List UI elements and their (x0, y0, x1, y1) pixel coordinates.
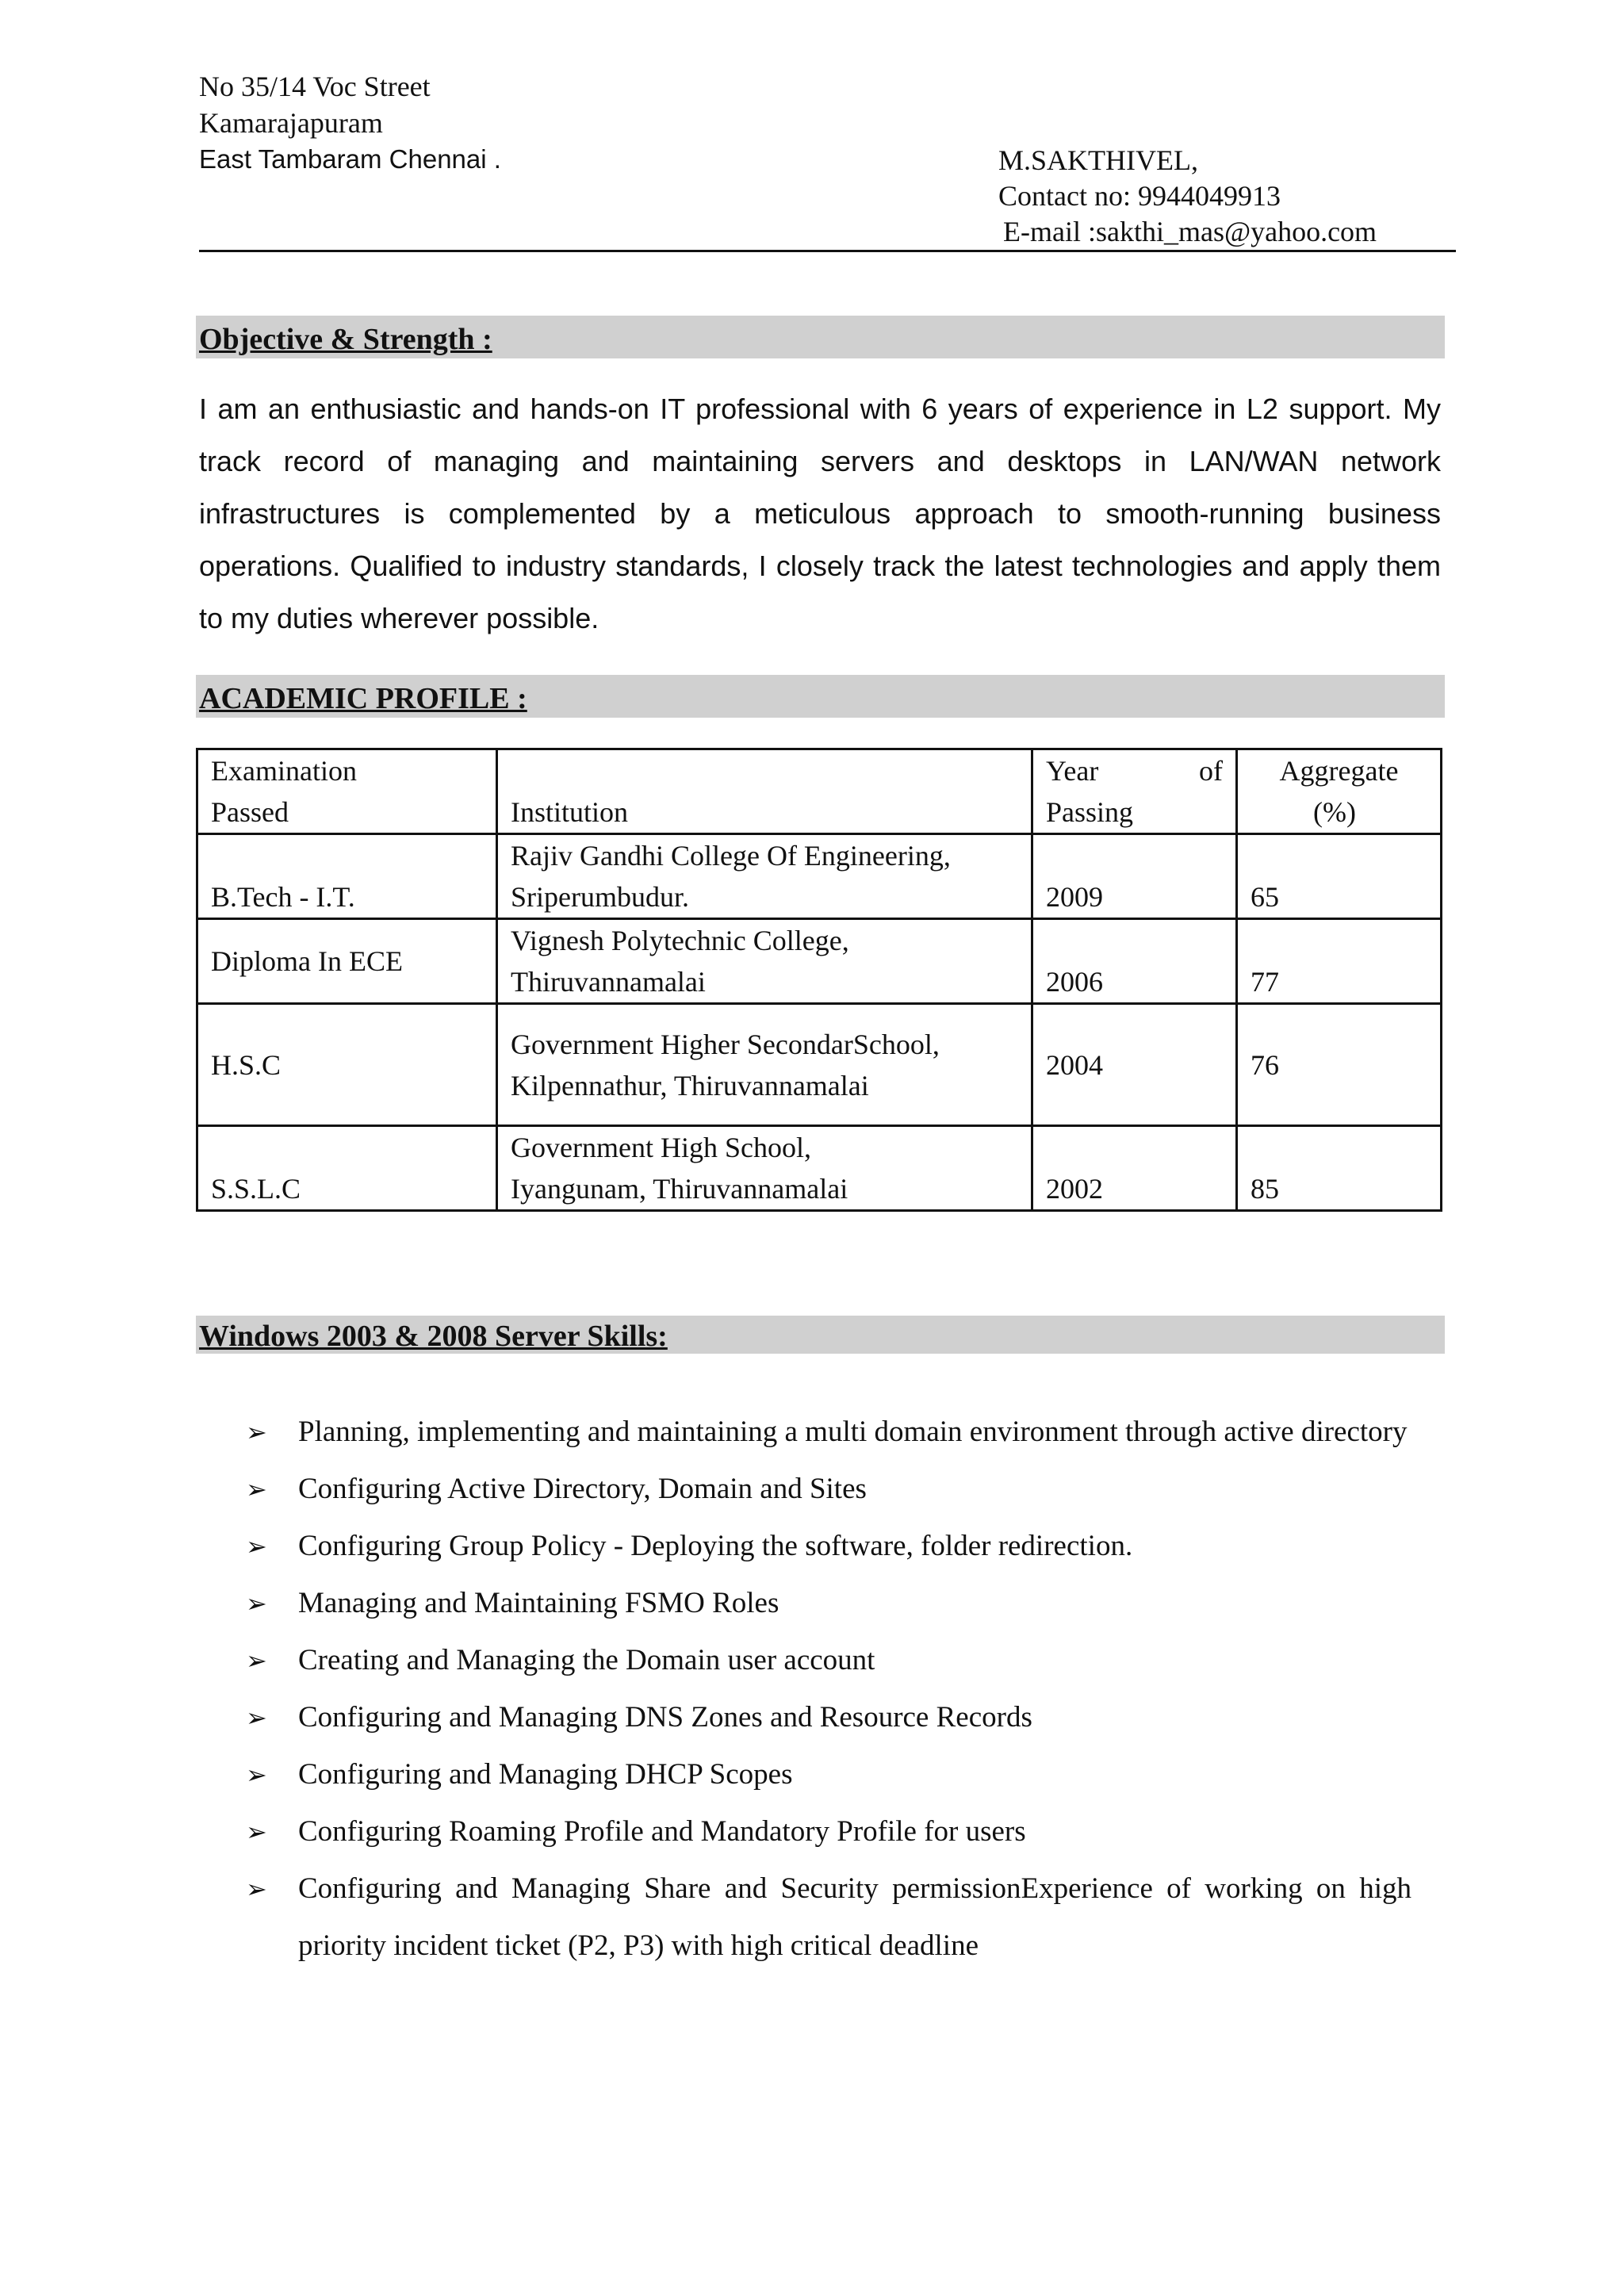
objective-heading: Objective & Strength : (199, 323, 492, 356)
institution-cell (497, 1126, 1032, 1211)
year-cell: 2009 (1032, 834, 1237, 919)
table-row (197, 1126, 1442, 1211)
academic-heading: ACADEMIC PROFILE : (199, 682, 527, 715)
column-header-exam (197, 749, 497, 834)
exam-cell: S.S.L.C (197, 1126, 497, 1211)
list-item (246, 1518, 1411, 1575)
address-line-3: East Tambaram Chennai . (199, 144, 501, 174)
institution-line-1: Government High School, (511, 1132, 811, 1163)
table-row (197, 919, 1442, 1004)
header-year-line-2: Passing (1046, 796, 1134, 828)
academic-table (196, 748, 1442, 1212)
table-row (197, 1004, 1442, 1126)
list-item (246, 1404, 1411, 1461)
year-cell: 2004 (1032, 1004, 1237, 1126)
header-of-word: of (1199, 755, 1223, 787)
arrow-bullet-icon: ➢ (246, 1817, 267, 1847)
skills-heading: Windows 2003 & 2008 Server Skills: (199, 1320, 668, 1353)
skill-text: Configuring and Managing DNS Zones and Resource Records (298, 1701, 1032, 1734)
skill-text: Creating and Managing the Domain user account (298, 1644, 875, 1676)
contact-block (998, 143, 1377, 250)
institution-line-2: Iyangunam, Thiruvannamalai (511, 1173, 848, 1205)
arrow-bullet-icon: ➢ (246, 1703, 267, 1733)
year-cell: 2006 (1032, 919, 1237, 1004)
objective-paragraph: I am an enthusiastic and hands-on IT professional with 6 years of experience in L2 support. My track record of managing and maintaining servers and desktops in LAN/WAN network infrastructures is complemented by a meticulous approach to smooth-running business operations. Qualified to industry standards, I closely track the latest technologies and apply them to my duties wherever possible. (199, 393, 1441, 634)
arrow-bullet-icon: ➢ (246, 1588, 267, 1619)
skills-list (246, 1404, 1411, 1975)
arrow-bullet-icon: ➢ (246, 1417, 267, 1447)
exam-cell: H.S.C (197, 1004, 497, 1126)
column-header-year (1032, 749, 1237, 834)
aggregate-cell: 85 (1237, 1126, 1442, 1211)
list-item (246, 1803, 1411, 1860)
list-item (246, 1746, 1411, 1803)
arrow-bullet-icon: ➢ (246, 1474, 267, 1504)
header-agg-line-1: Aggregate (1279, 755, 1399, 787)
list-item (246, 1860, 1411, 1975)
institution-line-2: Thiruvannamalai (511, 966, 706, 998)
skill-text: Configuring Active Directory, Domain and Sites (298, 1473, 867, 1505)
exam-cell: B.Tech - I.T. (197, 834, 497, 919)
institution-line-1: Vignesh Polytechnic College, (511, 925, 849, 956)
header-year-word: Year (1046, 755, 1099, 787)
address-line-1: No 35/14 Voc Street (199, 71, 431, 102)
header-year-line-1 (1046, 750, 1223, 791)
institution-line-1: Government Higher SecondarSchool, (511, 1028, 940, 1060)
skill-text: Planning, implementing and maintaining a multi domain environment through active directory (298, 1416, 1408, 1448)
header-exam-line-2: Passed (211, 796, 289, 828)
aggregate-cell: 65 (1237, 834, 1442, 919)
aggregate-cell: 77 (1237, 919, 1442, 1004)
list-item (246, 1461, 1411, 1518)
arrow-bullet-icon: ➢ (246, 1646, 267, 1676)
candidate-name: M.SAKTHIVEL, (998, 144, 1198, 176)
skills-section-header (196, 1316, 1445, 1354)
skill-text: Configuring Roaming Profile and Mandatory Profile for users (298, 1815, 1026, 1848)
institution-line-2: Sriperumbudur. (511, 881, 689, 913)
header-exam-line-1: Examination (211, 755, 357, 787)
arrow-bullet-icon: ➢ (246, 1760, 267, 1790)
list-item (246, 1632, 1411, 1689)
institution-line-2: Kilpennathur, Thiruvannamalai (511, 1069, 869, 1102)
skill-text: Managing and Maintaining FSMO Roles (298, 1587, 779, 1619)
skill-text: Configuring and Managing DHCP Scopes (298, 1758, 793, 1791)
column-header-institution: Institution (497, 749, 1032, 834)
academic-section-header (196, 675, 1445, 718)
aggregate-cell: 76 (1237, 1004, 1442, 1126)
institution-cell (497, 834, 1032, 919)
contact-number: Contact no: 9944049913 (998, 180, 1281, 212)
list-item (246, 1575, 1411, 1632)
email-address: E-mail :sakthi_mas@yahoo.com (1003, 216, 1377, 247)
header-divider (199, 250, 1456, 252)
institution-line-1: Rajiv Gandhi College Of Engineering, (511, 840, 951, 872)
list-item (246, 1689, 1411, 1746)
arrow-bullet-icon: ➢ (246, 1531, 267, 1561)
year-cell: 2002 (1032, 1126, 1237, 1211)
table-row (197, 834, 1442, 919)
arrow-bullet-icon: ➢ (246, 1874, 267, 1904)
institution-cell (497, 919, 1032, 1004)
table-header-row (197, 749, 1442, 834)
skill-text: Configuring Group Policy - Deploying the software, folder redirection. (298, 1530, 1133, 1562)
column-header-aggregate (1237, 749, 1442, 834)
institution-cell (497, 1004, 1032, 1126)
address-line-2: Kamarajapuram (199, 107, 383, 139)
exam-cell: Diploma In ECE (197, 919, 497, 1004)
skill-text: Configuring and Managing Share and Security permissionExperience of working on high priority incident ticket (P2, P3) with high critical deadline (298, 1872, 1411, 1962)
objective-section-header (196, 316, 1445, 358)
address-block (199, 68, 501, 178)
header-agg-line-2: (%) (1313, 796, 1356, 828)
